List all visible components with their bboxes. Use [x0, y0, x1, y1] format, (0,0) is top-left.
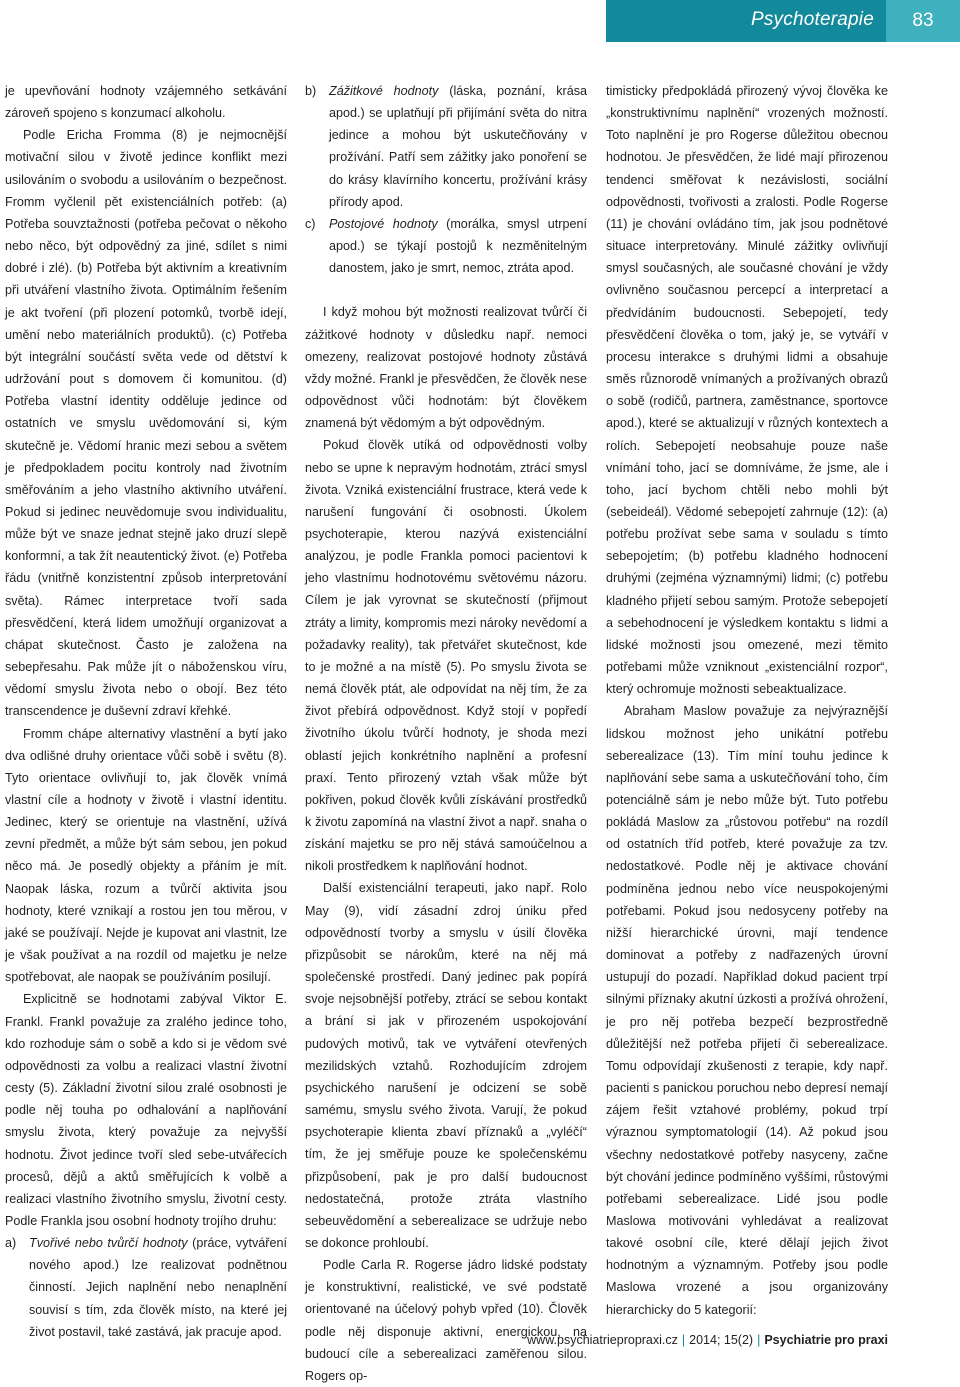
paragraph: je upevňování hodnoty vzájemného setkávání zároveň spojeno s konzumací alkoholu. — [5, 84, 287, 121]
paragraph: Fromm chápe alternativy vlastnění a bytí jako dva odlišné druhy orientace vůči sobě i světu (8). Tyto orientace ovlivňují to, jak člověk vnímá vlastní cíle a hodnoty v životě i vlastní identitu. Jedinec, který se orientuje na vlastnění, užívá zevní předmět, a může být sám sebou, jen pokud něco má. Je posedlý objekty a přáním je mít. Naopak láska, rozum a tvůrčí aktivita jsou hodnoty, které vznikají a rostou jen tou měrou, v jaké se používají. Nejde je kupovat ani vlastnit, lze je však používat a na rozdíl od majetku je nelze spotřebovat, ale naopak se používáním posilují. — [5, 726, 287, 985]
text-column-left — [5, 80, 287, 1343]
list-text: (morálka, smysl utrpení apod.) se týkají postojů k nezměnitelným danostem, jako je smrt, nemoc, ztráta apod. — [329, 216, 587, 276]
list-marker: a) — [5, 1236, 17, 1251]
paragraph: Pokud člověk utíká od odpovědnosti volby nebo se upne k nepravým hodnotám, ztrácí smysl života. Vzniká existenciální frustrace, která vede k narušení fungování či osobnosti. Úkolem psychoterapie, kterou nazývá existenciální analýzou, je podle Frankla pomoci pacientovi k jeho vlastnímu hodnotovému světovému názoru. Cílem je jak vyrovnat se skutečností (přijmout ztráty a limity, kompromis mezi nároky nevědomí a požadavky reality), tak přetvářet skutečnost, kde to je možné a na místě (5). Po smyslu života se nemá člověk ptát, ale odpovídat na něj tím, že za život přebírá odpovědnost. Když stojí v popředí životního úkolu tvůrčí hodnoty, je shoda mezi oblastí jejich konkrétního naplnění a profesní praxí. Tento přirozený vztah však může být pokřiven, pokud člověk kvůli získávání prostředků k životu zapomíná na vlastní život a např. snaha o získání majetku se pro něj stává samoúčelnou a nikoli prostředkem k naplňování hodnot. — [305, 438, 587, 874]
list-term: Postojové hodnoty — [329, 216, 438, 231]
list-term: Tvořivé nebo tvůrčí hodnoty — [29, 1236, 188, 1251]
section-title: Psychoterapie — [750, 9, 874, 30]
text-column-right — [606, 80, 888, 1321]
list-term: Zážitkové hodnoty — [329, 84, 439, 98]
list-item — [305, 80, 587, 213]
page-footer: www.psychiatriepropraxi.cz | 2014; 15(2) | Psychiatrie pro praxi — [527, 1333, 888, 1347]
paragraph: Explicitně se hodnotami zabýval Viktor E. Frankl. Frankl považuje za zralého jedince toho, kdo rozhoduje sám o sobě a kdo si je vědom své odpovědnosti za volbu a realizaci vlastní životní cesty (5). Základní životní silou zralé osobnosti je podle něj touha po odhalování a naplňování smyslu života, který považuje za nejvyšší hodnotu. Život jedince tvoří sled sebe-utvářecích procesů, dějů a aktů směřujících k volbě a realizaci vlastního životního smyslu, životní cesty. Podle Frankla jsou osobní hodnoty trojího druhu: — [5, 992, 287, 1228]
paragraph: Podle Ericha Fromma (8) je nejmocnější motivační silou v životě jedince konflikt mezi usilováním o svobodu a usilováním o bezpečnost. Fromm vyčlenil pět existenciálních potřeb: (a) Potřeba souvztažnosti (potřeba pečovat o někoho nebo něco, být odpovědný za jiné, sdílet s nimi dobré i zlé). (b) Potřeba být aktivním a kreativním při utváření vlastního života. Optimálním řešením je akt tvoření (při plození potomků, tvorbě idejí, umění nebo materiálních produktů). (c) Potřeba být integrální součástí světa vede od dětství k udržování pout s domovem či komunitou. (d) Potřeba vlastní identity odděluje jedince od ostatních ve smyslu uvědomování si, kým skutečně je. Vědomí hranic mezi sebou a světem je předpokladem pocitu kontroly nad životním směřováním a jeho vlastního aktivního utváření. Pokud si jedinec neuvědomuje svou individualitu, může být ve snaze jednat stejně jako druzí slepě konformní, a tak žít neautentický život. (e) Potřeba řádu (vnitřně konzistentní způsob interpretování světa). Rámec interpretace tvoří sada přesvědčení, která lidem umožňují organizovat a chápat skutečnost. Často je založena na sebepřesahu. Pak může jít o náboženskou víru, vědomí smyslu života nebo o obojí. Bez této transcendence je duševní zdraví křehké. — [5, 128, 287, 719]
paragraph: Podle Carla R. Rogerse jádro lidské podstaty je konstruktivní, realistické, ve své podstatě orientované na účelový pohyb vpřed (10). Člověk podle něj disponuje aktivní, energickou, na budoucí cíle a seberealizaci zaměřenou silou. Rogers op- — [305, 1258, 587, 1383]
footer-url[interactable]: www.psychiatriepropraxi.cz — [527, 1333, 678, 1347]
page-number: 83 — [886, 0, 960, 42]
paragraph: Abraham Maslow považuje za nejvýraznější lidskou možnost jeho unikátní potřebu seberealizace (13). Tím míní touhu jedince k naplňování sebe sama a uskutečňování toho, čím potenciálně sám je nebo může být. Tuto potřebu pokládá Maslow za „růstovou potřebu“ na rozdíl od ostatních tříd potřeb, které považuje za tzv. nedostatkové. Podle něj je aktivace chování podmíněna jednou nebo více neuspokojenými potřebami. Pokud jsou nedosyceny potřeby na nižší hierarchické úrovni, mají tendence dominovat a potřeby z nadřazených úrovní ustupují do pozadí. Například dokud pacient trpí silnými příznaky akutní úzkosti a prožívá ohrožení, je pro něj potřeba bezpečí bezprostředně důležitější než potřeba přijetí či seberealizace. Tomu odpovídají zkušenosti z terapie, kdy např. pacienti s panickou poruchou nebo depresí nemají zájem řešit vztahové problémy, pokud trpí výraznou symptomatologií (14). Až pokud jsou všechny nedostatkové potřeby nasyceny, začne být chování jedince podmíněno vyššími, růstovými potřebami seberealizace. Lidé jsou podle Maslowa motivováni vyhledávat a realizovat takové osobní cíle, které dělají jejich život hodnotným a významným. Potřeby jsou podle Maslowa vrozené a jsou organizovány hierarchicky do 5 kategorií: — [606, 704, 888, 1317]
list-item — [5, 1232, 287, 1343]
list-item — [305, 213, 587, 279]
running-header — [606, 0, 960, 42]
footer-issue: 2014; 15(2) — [689, 1333, 754, 1347]
footer-journal: Psychiatrie pro praxi — [764, 1333, 888, 1347]
list-marker: b) — [305, 84, 317, 98]
paragraph: timisticky předpokládá přirozený vývoj člověka ke „konstruktivnímu naplnění“ vrozených možností. Toto naplnění je pro Rogerse důležitou obecnou hodnotou. Je přesvědčen, že lidé mají přirozenou tendenci směřovat k nezávislosti, sociální odpovědnosti, tvořivosti a zralosti. Podle Rogerse (11) je chování ovládáno tím, jak jsou podnětové situace interpretovány. Minulé zážitky ovlivňují smysl současných, ale současné chování je vždy ovlivněno současnou percepcí a interpretací a předvídáním budoucnosti. Sebepojetí, tedy přesvědčení člověka o tom, jaký je, se vytváří v procesu interakce s druhými lidmi a obsahuje směs různorodě vnímaných a prožívaných obrazů o sobě (rodičů, partnera, zaměstnance, sportovce apod.), které se aktualizují v různých kontextech a rolích. Sebepojetí neobsahuje pouze naše vnímání toho, jací se domníváme, že jsme, ale i toho, jací bychom chtěli nebo mohli být (sebeideál). Vědomé sebepojetí zahrnuje (12): (a) potřebu prožívat sebe sama v souladu s tímto sebepojetím; (b) potřebu kladného hodnocení druhými (zejména významnými) lidmi; (c) potřebu kladného přijetí sebou samým. Protože sebepojetí a sebehodnocení je výsledkem kontaktu s lidmi a lidské možnosti jsou omezené, mezi těmito potřebami může vzniknout „existenciální rozpor“, který ochromuje možnosti sebeaktualizace. — [606, 84, 888, 697]
list-text: (láska, poznání, krása apod.) se uplatňují při přijímání světa do nitra jedince a mohou být uskutečňovány v prožívání. Patří sem zážitky jako ponoření se do krásy klavírního koncertu, prožívání krásy přírody apod. — [329, 84, 587, 209]
paragraph: I když mohou být možnosti realizovat tvůrčí či zážitkové hodnoty v důsledku např. nemoci omezeny, realizovat postojové hodnoty zůstává vždy možné. Frankl je přesvědčen, že člověk nese odpovědnost vůči hodnotám: být člověkem znamená být vědomým a být odpovědným. — [305, 305, 587, 431]
list-marker: c) — [305, 216, 316, 231]
text-column-middle — [305, 80, 587, 1387]
list-text: (práce, vytváření nového apod.) lze realizovat podnětnou činností. Jejich naplnění nebo nenaplnění souvisí s tím, zda člověk místo, na které jej život postavil, také zastává, jak pracuje apod. — [29, 1236, 288, 1339]
paragraph: Další existenciální terapeuti, jako např. Rolo May (9), vidí zásadní zdroj úniku před odpovědností tvorby a smyslu v úsilí člověka přizpůsobit se nárokům, které na něj má společenské prostředí. Daný jedinec pak popírá svoje nejsobnější potřeby, ztrácí se sebou kontakt a brání si jak v přirozeném uspokojování pudových motivů, tak ve vytváření otevřených mezilidských vztahů. Rozhodujícím zdrojem psychického narušení je odcizení se sobě samému, smyslu svého života. Varují, že pokud psychoterapie klienta zbaví příznaků a „vyléčí“ tím, že jej směřuje pouze ke společenskému přizpůsobení, pak je pro další budoucnost nedostatečná, protože ztráta vlastního sebeuvědomění a seberealizace se udržuje nebo se dokonce prohloubí. — [305, 881, 587, 1250]
